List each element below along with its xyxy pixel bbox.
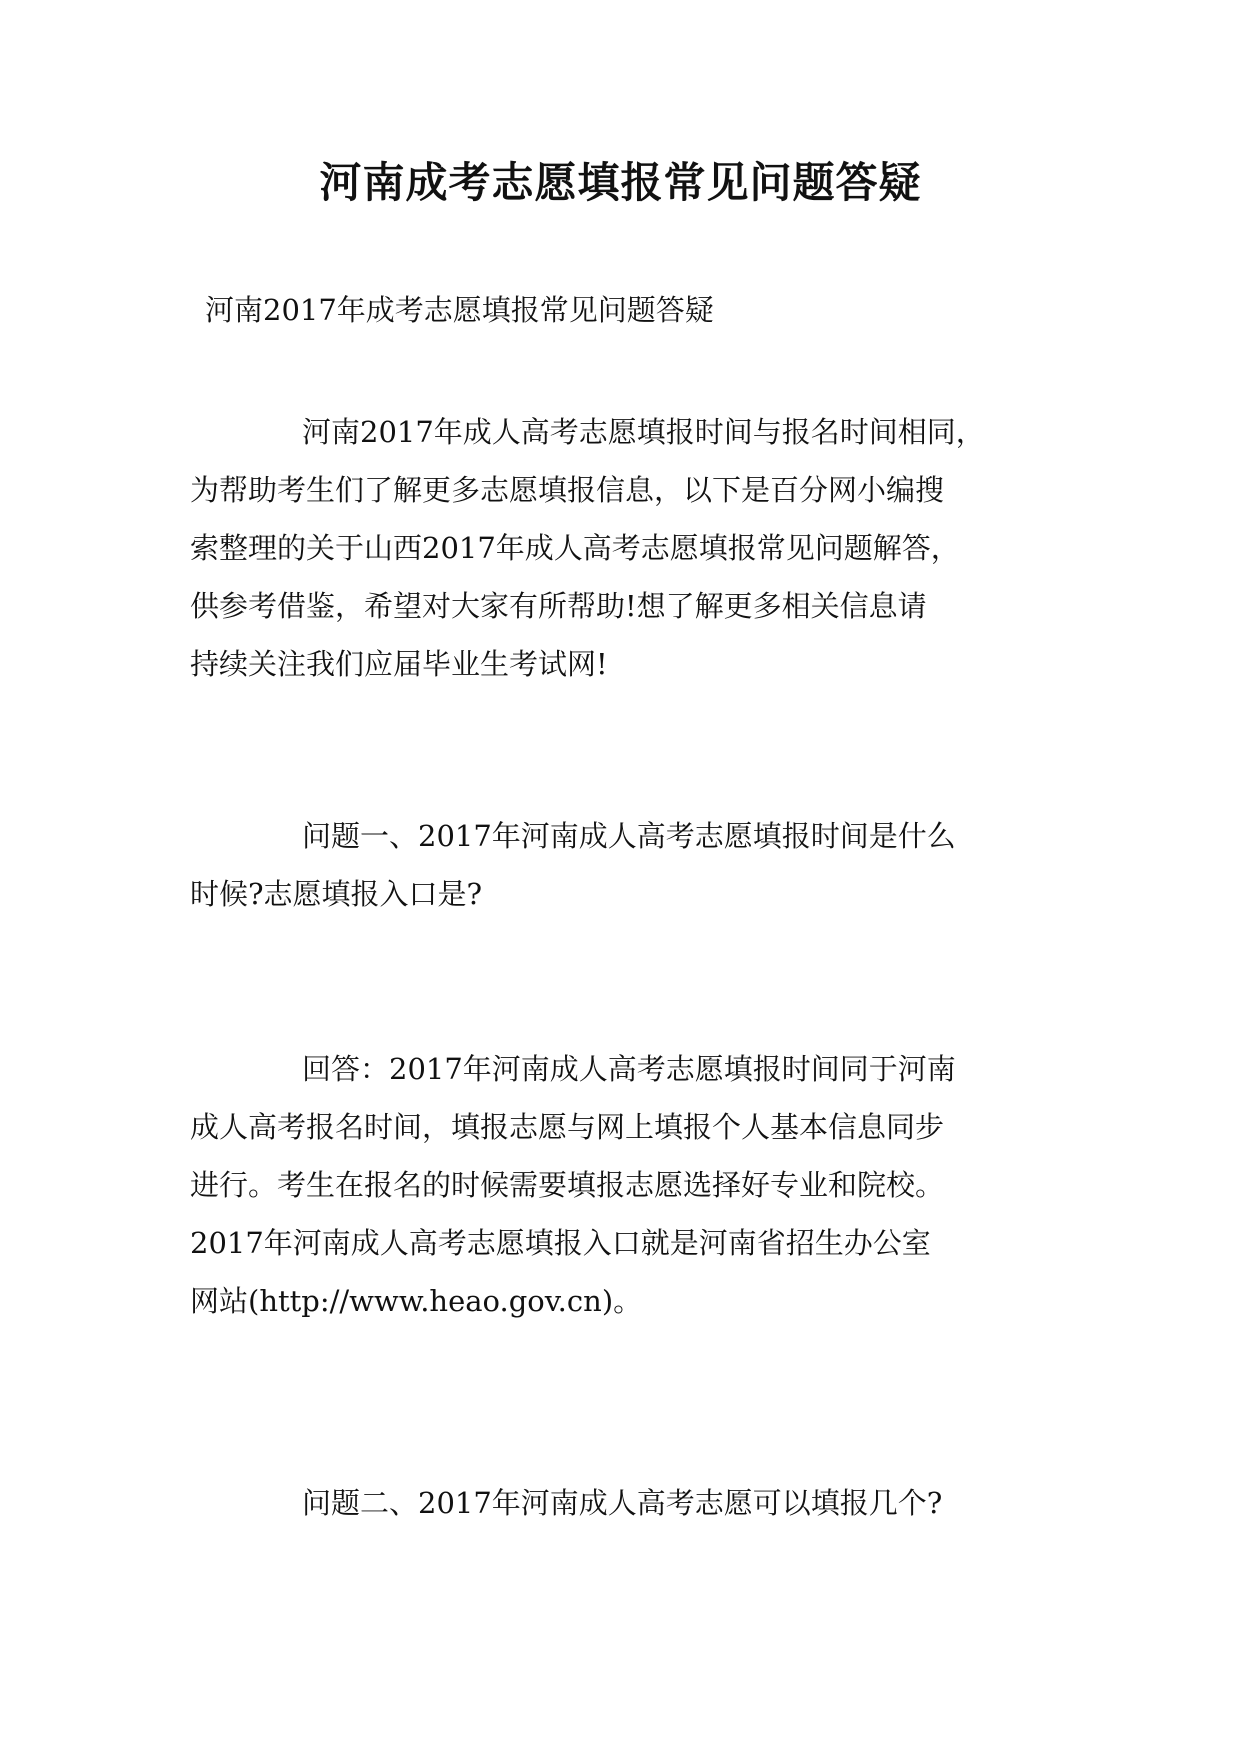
intro-line: 索整理的关于山西2017年成人高考志愿填报常见问题解答， — [190, 531, 960, 565]
question-two-paragraph — [190, 1474, 1070, 1532]
answer-one-line: 网站(http://www.heao.gov.cn)。 — [190, 1284, 643, 1318]
question-one-line: 问题一、2017年河南成人高考志愿填报时间是什么 — [302, 819, 956, 853]
intro-line: 河南2017年成人高考志愿填报时间与报名时间相同， — [302, 415, 985, 449]
answer-one-line: 进行。考生在报名的时候需要填报志愿选择好专业和院校。 — [190, 1168, 945, 1202]
intro-line: 为帮助考生们了解更多志愿填报信息，以下是百分网小编搜 — [190, 473, 945, 507]
answer-one-line: 回答：2017年河南成人高考志愿填报时间同于河南 — [302, 1052, 956, 1086]
answer-one-paragraph — [190, 1040, 1070, 1330]
intro-line: 供参考借鉴，希望对大家有所帮助!想了解更多相关信息请 — [190, 589, 927, 623]
document-title: 河南成考志愿填报常见问题答疑 — [319, 158, 922, 207]
intro-line: 持续关注我们应届毕业生考试网! — [190, 647, 608, 681]
document-subtitle: 河南2017年成考志愿填报常见问题答疑 — [205, 293, 714, 327]
intro-paragraph — [190, 403, 1070, 693]
question-one-paragraph — [190, 807, 1070, 923]
question-one-line: 时候?志愿填报入口是? — [190, 877, 483, 911]
question-two-line: 问题二、2017年河南成人高考志愿可以填报几个? — [302, 1486, 943, 1520]
answer-one-line: 2017年河南成人高考志愿填报入口就是河南省招生办公室 — [190, 1226, 931, 1260]
answer-one-line: 成人高考报名时间，填报志愿与网上填报个人基本信息同步 — [190, 1110, 945, 1144]
